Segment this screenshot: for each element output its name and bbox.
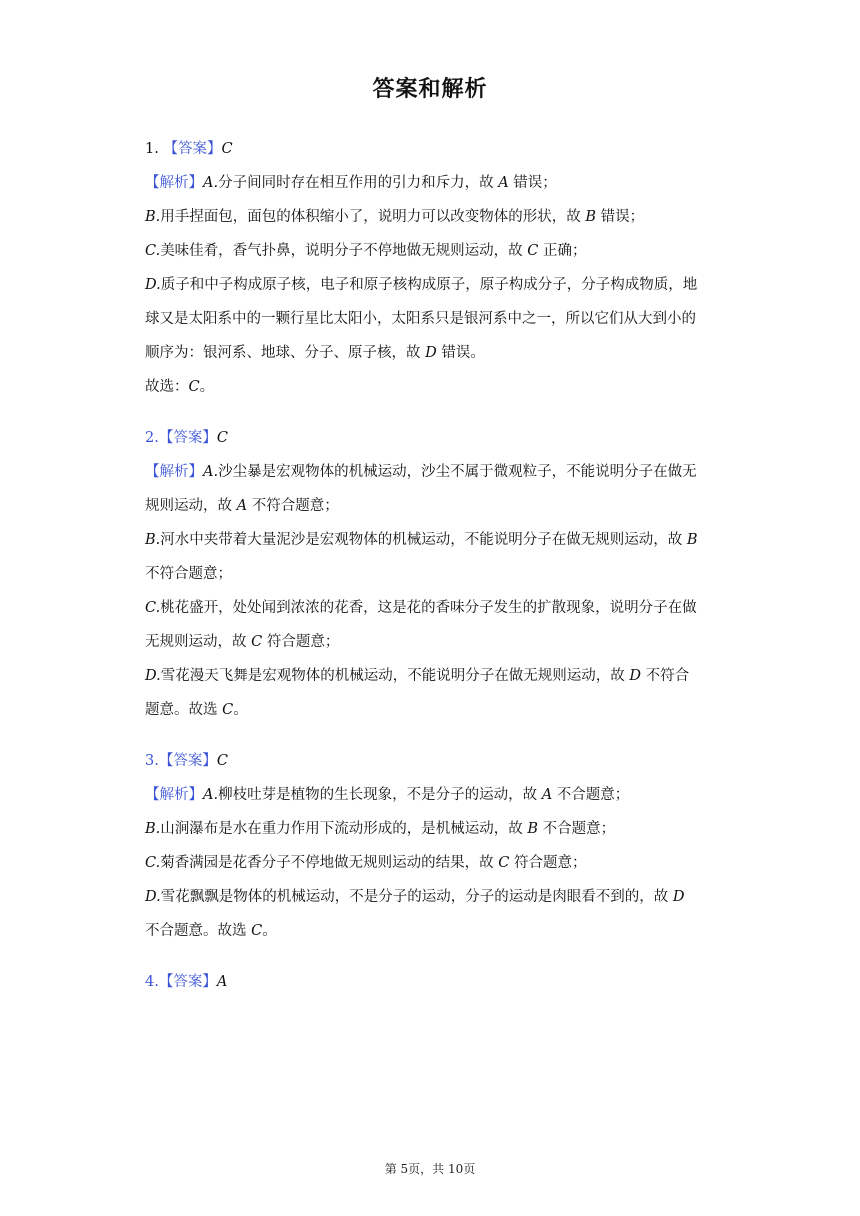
explanation-text: B (585, 209, 597, 225)
answer-choice: C (216, 753, 228, 769)
explanation-text: 。 (233, 702, 248, 718)
explanation-text: 雪花飘飘是物体的机械运动，不是分子的运动，分子的运动是肉眼看不到的，故 (160, 889, 673, 905)
page-title: 答案和解析 (372, 76, 488, 102)
explanation-text: 。 (199, 379, 215, 395)
explanation-line (145, 591, 725, 625)
explanation-text: 错误； (596, 209, 645, 225)
explanation-line (145, 778, 725, 812)
explanation-text: 山涧瀑布是水在重力作用下流动形成的，是机械运动，故 (160, 821, 528, 837)
question-number: 2. (145, 430, 159, 446)
explanation-text: 符合题意； (262, 634, 340, 650)
explanation-line (145, 200, 725, 234)
explanation-text: 。 (262, 923, 277, 939)
explanation-text: 柳枝吐芽是植物的生长现象，不是分子的运动，故 (218, 787, 542, 803)
explanation-text: B. (145, 821, 161, 837)
explanation-text: C (188, 379, 200, 395)
explanation-text: 球又是太阳系中的一颗行星比太阳小，太阳系只是银河系中之一，所以它们从大到小的 (145, 311, 696, 327)
answer-tag: 【答案】 (158, 974, 217, 990)
explanation-text: A. (203, 787, 219, 803)
explanation-line (145, 846, 725, 880)
explanation-line (145, 302, 725, 336)
explanation-text: 符合题意； (509, 855, 587, 871)
explanation-text: 正确； (538, 243, 587, 259)
explanation-text: C. (145, 243, 161, 259)
explanation-line (145, 880, 725, 914)
explanation-line (145, 693, 725, 727)
explanation-text: A (541, 787, 553, 803)
explanation-line (145, 234, 725, 268)
explanation-line (145, 166, 725, 200)
explanation-text: A. (203, 175, 219, 191)
explanation-text: 用手捏面包，面包的体积缩小了，说明力可以改变物体的形状，故 (160, 209, 586, 225)
answer-tag: 【答案】 (163, 141, 222, 157)
answer-block (145, 421, 725, 727)
explanation-text: 不符合 (640, 668, 690, 684)
explanation-text: C (222, 702, 234, 718)
explanation-text: B. (145, 532, 161, 548)
explanation-line (145, 557, 725, 591)
explanation-line (145, 455, 725, 489)
explanation-text: A (498, 175, 509, 191)
explanation-text: D. (145, 668, 161, 684)
explanation-text: D (425, 345, 437, 361)
explanation-text: 美味佳肴，香气扑鼻，说明分子不停地做无规则运动，故 (160, 243, 528, 259)
explanation-text: 不合题意。故选 (145, 923, 252, 939)
explanation-text: D. (145, 889, 161, 905)
answer-list (145, 132, 725, 999)
explanation-text: 分子间同时存在相互作用的引力和斥力，故 (218, 175, 499, 191)
explanation-text: D (629, 668, 641, 684)
explanation-text: A. (203, 464, 219, 480)
explanation-tag: 【解析】 (145, 464, 203, 480)
explanation-text: 沙尘暴是宏观物体的机械运动，沙尘不属于微观粒子，不能说明分子在做无 (218, 464, 697, 480)
explanation-text: 故选： (145, 379, 189, 395)
explanation-text: C. (145, 855, 161, 871)
explanation-tag: 【解析】 (145, 787, 203, 803)
question-number: 4. (145, 974, 159, 990)
explanation-text: C (527, 243, 539, 259)
answer-choice: C (216, 430, 228, 446)
answer-tag: 【答案】 (158, 430, 217, 446)
question-number: 3. (145, 753, 159, 769)
explanation-line (145, 489, 725, 523)
explanation-text: 桃花盛开，处处闻到浓浓的花香，这是花的香味分子发生的扩散现象，说明分子在做 (160, 600, 697, 616)
answer-block (145, 965, 725, 999)
explanation-text: 题意。故选 (145, 702, 223, 718)
answer-line (145, 965, 725, 999)
explanation-text: 无规则运动，故 (145, 634, 252, 650)
answer-tag: 【答案】 (158, 753, 217, 769)
explanation-text: A (236, 498, 248, 514)
explanation-text: 规则运动，故 (145, 498, 237, 514)
explanation-text: C. (145, 600, 161, 616)
explanation-text: 不符合题意； (145, 566, 232, 582)
answer-choice: C (221, 141, 233, 157)
page-footer: 第 5页，共 10页 (384, 1162, 476, 1176)
explanation-text: D. (145, 277, 161, 293)
explanation-line (145, 370, 725, 404)
explanation-tag: 【解析】 (145, 175, 203, 191)
answer-line (145, 421, 725, 455)
explanation-text: 质子和中子构成原子核，电子和原子核构成原子，原子构成分子，分子构成物质，地 (160, 277, 698, 293)
explanation-text: 顺序为：银河系、地球、分子、原子核，故 (145, 345, 426, 361)
answer-line (145, 744, 725, 778)
answer-block (145, 744, 725, 948)
explanation-line (145, 812, 725, 846)
explanation-line (145, 336, 725, 370)
explanation-text: B (527, 821, 539, 837)
explanation-text: C (498, 855, 510, 871)
explanation-text: 不符合题意； (247, 498, 339, 514)
explanation-text: C (251, 634, 263, 650)
explanation-line (145, 914, 725, 948)
explanation-text: D (672, 889, 685, 905)
explanation-line (145, 523, 725, 557)
explanation-text: C (251, 923, 263, 939)
answer-choice: A (216, 974, 228, 990)
explanation-text: 不合题意； (552, 787, 630, 803)
explanation-text: 河水中夹带着大量泥沙是宏观物体的机械运动，不能说明分子在做无规则运动，故 (160, 532, 687, 548)
explanation-text: 错误； (508, 175, 557, 191)
explanation-line (145, 659, 725, 693)
answer-block (145, 132, 725, 404)
explanation-text: 雪花漫天飞舞是宏观物体的机械运动，不能说明分子在做无规则运动，故 (160, 668, 630, 684)
explanation-line (145, 625, 725, 659)
explanation-line (145, 268, 725, 302)
explanation-text: B. (145, 209, 161, 225)
explanation-text: B (686, 532, 698, 548)
explanation-text: 菊香满园是花香分子不停地做无规则运动的结果，故 (160, 855, 499, 871)
answer-line (145, 132, 725, 166)
explanation-text: 不合题意； (538, 821, 616, 837)
explanation-text: 错误。 (436, 345, 485, 361)
question-number: 1. (145, 141, 159, 157)
